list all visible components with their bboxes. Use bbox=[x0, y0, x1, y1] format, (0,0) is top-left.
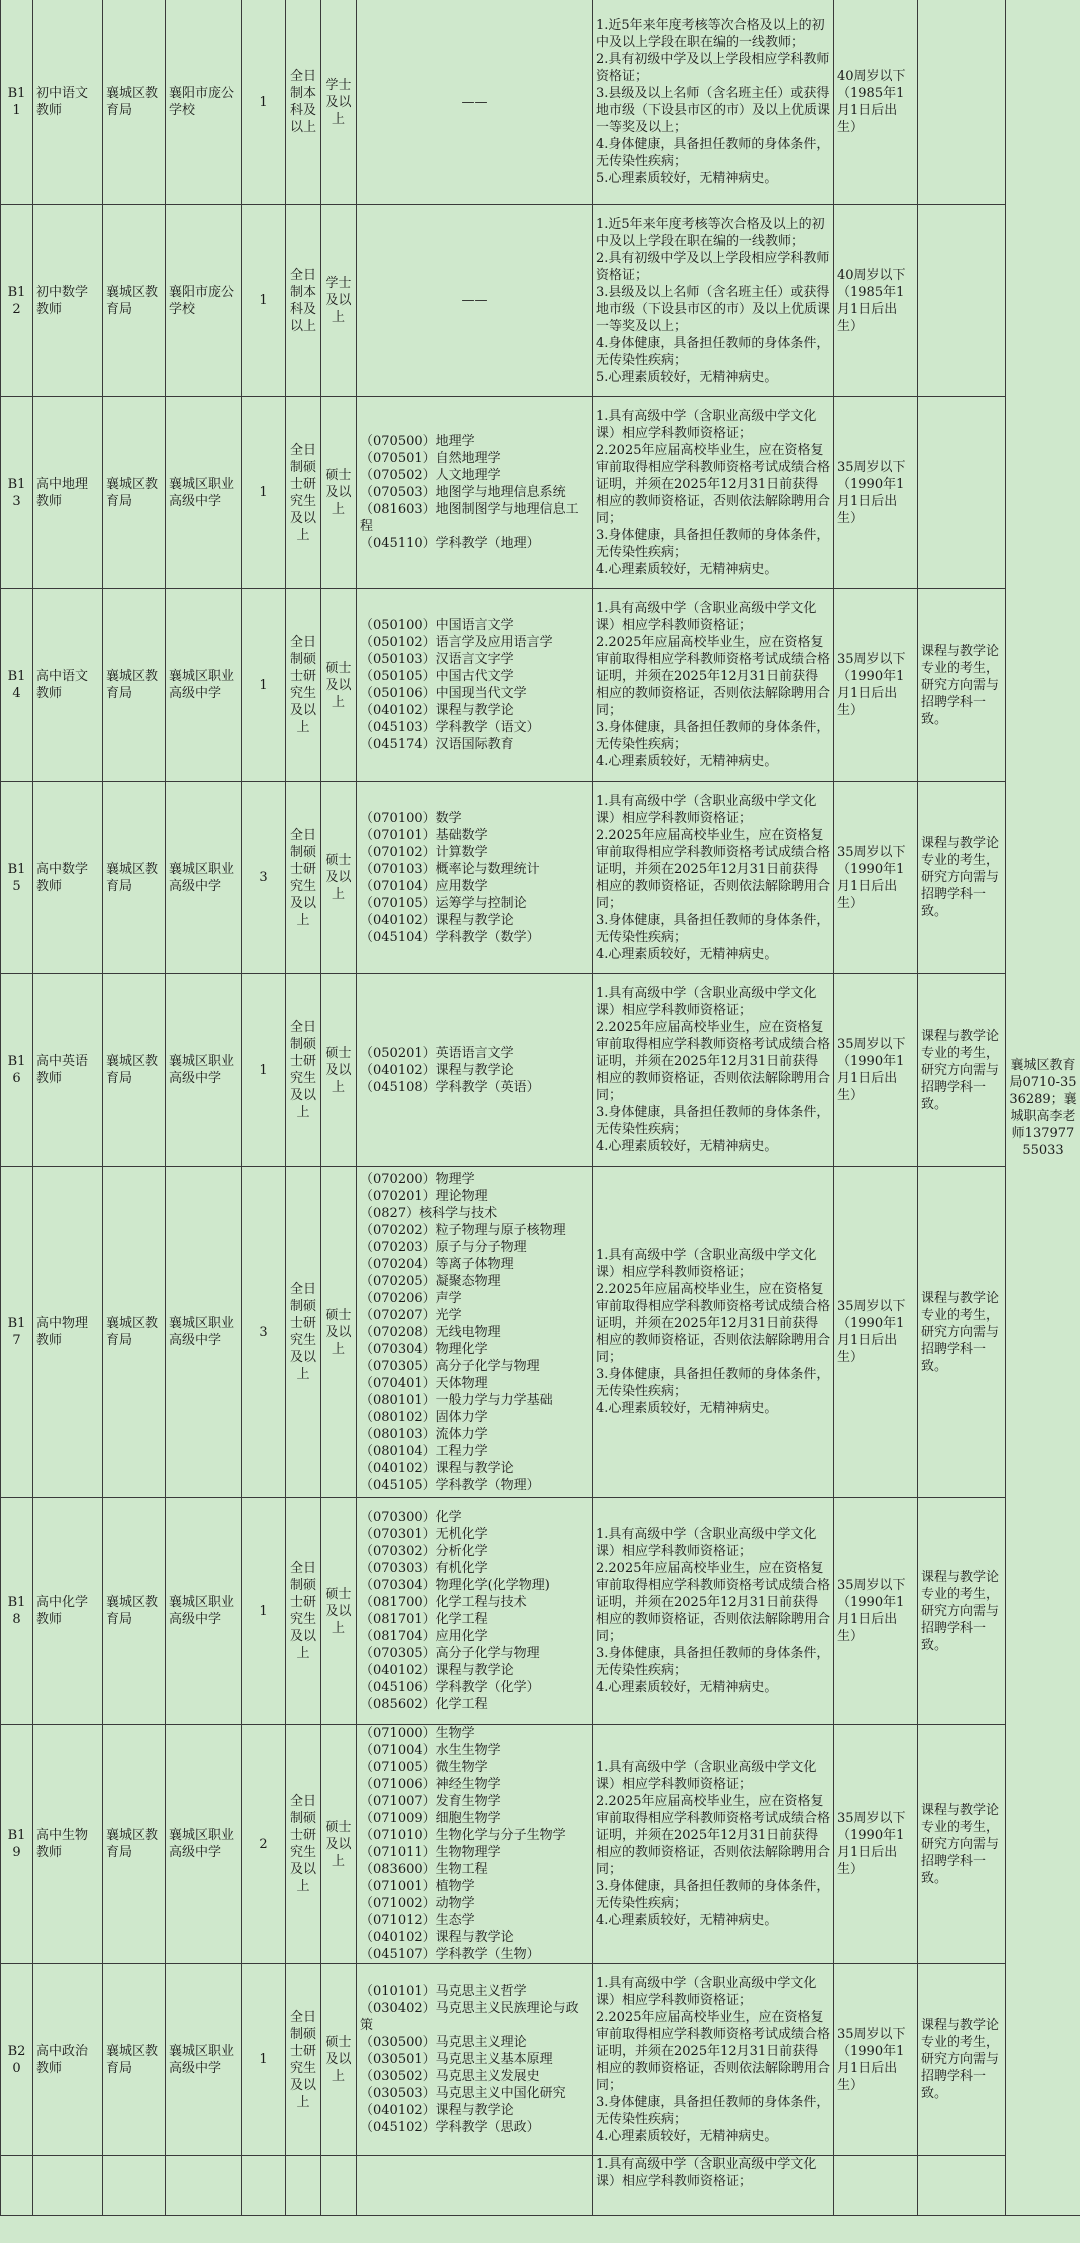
position-name: 高中化学教师 bbox=[33, 1498, 103, 1725]
major-item: （070202）粒子物理与原子核物理 bbox=[360, 1222, 566, 1238]
major-item: （070305）高分子化学与物理 bbox=[360, 1646, 540, 1661]
requirement-item: 4.心理素质较好，无精神病史。 bbox=[596, 2128, 778, 2144]
partial-cell bbox=[286, 2156, 321, 2216]
position-name: 高中政治教师 bbox=[33, 1964, 103, 2156]
age-requirement: 40周岁以下（1985年1月1日后出生） bbox=[834, 205, 918, 397]
major-item: （070305）高分子化学与物理 bbox=[360, 1358, 540, 1374]
degree-requirement: 硕士及以上 bbox=[321, 1167, 357, 1498]
requirement-item: 3.身体健康，具备担任教师的身体条件，无传染性疾病； bbox=[596, 1879, 830, 1911]
requirement-item: 2.具有初级中学及以上学段相应学科教师资格证； bbox=[596, 250, 830, 283]
department-name: 襄城区教育局 bbox=[103, 974, 166, 1167]
requirement-item: 1.具有高级中学（含职业高级中学文化课）相应学科教师资格证； bbox=[596, 793, 817, 826]
hiring-count: 1 bbox=[242, 589, 286, 782]
major-item: （050103）汉语言文字学 bbox=[360, 652, 514, 667]
partial-row-bottom bbox=[1, 2156, 1080, 2216]
partial-cell bbox=[242, 2156, 286, 2216]
position-code: B16 bbox=[1, 974, 33, 1167]
requirement-item: 4.心理素质较好，无精神病史。 bbox=[596, 754, 778, 769]
requirement-item: 2.2025年应届高校毕业生，应在资格复审前取得相应学科教师资格考试成绩合格证明，并须在2025年12月31日前获得相应的教师资格证，否则依法解除聘用合同； bbox=[596, 2009, 831, 2093]
age-requirement: 35周岁以下（1990年1月1日后出生） bbox=[834, 974, 918, 1167]
degree-requirement: 硕士及以上 bbox=[321, 589, 357, 782]
hiring-count: 1 bbox=[242, 974, 286, 1167]
hiring-unit: 襄城区职业高级中学 bbox=[166, 782, 242, 974]
other-notes: 课程与教学论专业的考生，研究方向需与招聘学科一致。 bbox=[918, 1725, 1006, 1964]
department-name: 襄城区教育局 bbox=[103, 589, 166, 782]
major-item: （045106）学科教学（化学） bbox=[360, 1680, 540, 1695]
major-item: （081704）应用化学 bbox=[360, 1629, 488, 1644]
requirement-item: 4.心理素质较好，无精神病史。 bbox=[596, 561, 778, 577]
other-notes bbox=[918, 397, 1006, 589]
education-requirement: 全日制硕士研究生及以上 bbox=[286, 1167, 321, 1498]
requirement-list bbox=[593, 397, 834, 589]
other-notes: 课程与教学论专业的考生，研究方向需与招聘学科一致。 bbox=[918, 1964, 1006, 2156]
requirement-item: 4.心理素质较好，无精神病史。 bbox=[596, 946, 778, 962]
major-item: （070207）光学 bbox=[360, 1307, 462, 1323]
requirement-item: 2.2025年应届高校毕业生，应在资格复审前取得相应学科教师资格考试成绩合格证明，并须在2025年12月31日前获得相应的教师资格证，否则依法解除聘用合同； bbox=[596, 827, 831, 911]
position-code: B11 bbox=[1, 0, 33, 205]
table-row bbox=[1, 589, 1080, 782]
position-name: 高中数学教师 bbox=[33, 782, 103, 974]
partial-cell bbox=[103, 2156, 166, 2216]
requirement-item: 3.身体健康，具备担任教师的身体条件，无传染性疾病； bbox=[596, 1646, 830, 1678]
education-requirement: 全日制硕士研究生及以上 bbox=[286, 974, 321, 1167]
major-item: （080101）一般力学与力学基础 bbox=[360, 1392, 553, 1408]
education-requirement: 全日制硕士研究生及以上 bbox=[286, 1964, 321, 2156]
partial-cell bbox=[1, 2156, 33, 2216]
requirement-list bbox=[593, 1498, 834, 1725]
position-name: 高中地理教师 bbox=[33, 397, 103, 589]
requirement-item: 4.身体健康，具备担任教师的身体条件，无传染性疾病； bbox=[596, 137, 830, 169]
major-item: （045110）学科教学（地理） bbox=[360, 536, 540, 551]
table-row bbox=[1, 1725, 1080, 1964]
contact-info: 襄城区教育局0710-3536289；襄城职高李老师13797755033 bbox=[1006, 0, 1080, 2216]
requirement-list bbox=[593, 974, 834, 1167]
major-item: （040102）课程与教学论 bbox=[360, 1460, 514, 1476]
hiring-unit: 襄城区职业高级中学 bbox=[166, 1498, 242, 1725]
hiring-unit: 襄阳市庞公学校 bbox=[166, 0, 242, 205]
requirement-list bbox=[593, 1964, 834, 2156]
major-item: （040102）课程与教学论 bbox=[360, 703, 514, 718]
requirement-item: 2.2025年应届高校毕业生，应在资格复审前取得相应学科教师资格考试成绩合格证明，并须在2025年12月31日前获得相应的教师资格证，否则依法解除聘用合同； bbox=[596, 1794, 831, 1877]
requirement-item: 4.心理素质较好，无精神病史。 bbox=[596, 1913, 778, 1928]
requirement-item: 2.具有初级中学及以上学段相应学科教师资格证； bbox=[596, 52, 830, 84]
major-item: （071000）生物学 bbox=[360, 1726, 475, 1741]
major-item: （050106）中国现当代文学 bbox=[360, 686, 527, 701]
department-name: 襄城区教育局 bbox=[103, 1964, 166, 2156]
major-item: （081701）化学工程 bbox=[360, 1612, 488, 1627]
department-name: 襄城区教育局 bbox=[103, 397, 166, 589]
major-item: （045174）汉语国际教育 bbox=[360, 737, 514, 752]
department-name: 襄城区教育局 bbox=[103, 205, 166, 397]
major-item: （045103）学科教学（语文） bbox=[360, 720, 540, 735]
major-list bbox=[357, 1167, 593, 1498]
requirement-item: 1.具有高级中学（含职业高级中学文化课）相应学科教师资格证； bbox=[596, 1975, 817, 2008]
requirement-item: 2.2025年应届高校毕业生，应在资格复审前取得相应学科教师资格考试成绩合格证明，并须在2025年12月31日前获得相应的教师资格证，否则依法解除聘用合同； bbox=[596, 1282, 831, 1365]
major-item: （030501）马克思主义基本原理 bbox=[360, 2052, 553, 2067]
table-row bbox=[1, 782, 1080, 974]
position-name: 初中数学教师 bbox=[33, 205, 103, 397]
major-item: （071009）细胞生物学 bbox=[360, 1811, 501, 1826]
major-item: （030402）马克思主义民族理论与政策 bbox=[360, 2001, 579, 2033]
other-notes: 课程与教学论专业的考生，研究方向需与招聘学科一致。 bbox=[918, 974, 1006, 1167]
degree-requirement: 学士及以上 bbox=[321, 205, 357, 397]
major-item: （070101）基础数学 bbox=[360, 827, 488, 843]
table-row bbox=[1, 205, 1080, 397]
major-item: （045105）学科教学（物理） bbox=[360, 1477, 540, 1493]
position-name: 高中英语教师 bbox=[33, 974, 103, 1167]
other-notes: 课程与教学论专业的考生，研究方向需与招聘学科一致。 bbox=[918, 589, 1006, 782]
major-item: （070103）概率论与数理统计 bbox=[360, 861, 540, 877]
hiring-unit: 襄城区职业高级中学 bbox=[166, 1964, 242, 2156]
requirement-item: 1.具有高级中学（含职业高级中学文化课）相应学科教师资格证； bbox=[596, 986, 817, 1018]
education-requirement: 全日制硕士研究生及以上 bbox=[286, 589, 321, 782]
major-item: （045108）学科教学（英语） bbox=[360, 1079, 540, 1095]
major-item: （081700）化学工程与技术 bbox=[360, 1595, 527, 1610]
major-item: （070200）物理学 bbox=[360, 1171, 475, 1187]
age-requirement: 35周岁以下（1990年1月1日后出生） bbox=[834, 782, 918, 974]
age-requirement: 40周岁以下（1985年1月1日后出生） bbox=[834, 0, 918, 205]
requirement-item: 2.2025年应届高校毕业生，应在资格复审前取得相应学科教师资格考试成绩合格证明，并须在2025年12月31日前获得相应的教师资格证，否则依法解除聘用合同； bbox=[596, 442, 831, 526]
major-item: （0827）核科学与技术 bbox=[360, 1205, 498, 1221]
major-item: —— bbox=[461, 293, 488, 308]
hiring-count: 2 bbox=[242, 1725, 286, 1964]
major-item: （050102）语言学及应用语言学 bbox=[360, 635, 553, 650]
major-item: （070300）化学 bbox=[360, 1510, 462, 1525]
degree-requirement: 硕士及以上 bbox=[321, 974, 357, 1167]
major-item: （045104）学科教学（数学） bbox=[360, 929, 540, 945]
major-list bbox=[357, 1725, 593, 1964]
major-item: （030503）马克思主义中国化研究 bbox=[360, 2086, 566, 2101]
major-item: （081603）地图制图学与地理信息工程 bbox=[360, 502, 579, 534]
requirement-list bbox=[593, 1167, 834, 1498]
age-requirement: 35周岁以下（1990年1月1日后出生） bbox=[834, 1725, 918, 1964]
position-code: B17 bbox=[1, 1167, 33, 1498]
major-item: （070304）物理化学 bbox=[360, 1341, 488, 1357]
partial-requirement-text: 1.具有高级中学（含职业高级中学文化课）相应学科教师资格证； bbox=[596, 2157, 817, 2189]
position-code: B13 bbox=[1, 397, 33, 589]
major-item: （083600）生物工程 bbox=[360, 1862, 488, 1877]
position-name: 高中语文教师 bbox=[33, 589, 103, 782]
degree-requirement: 硕士及以上 bbox=[321, 782, 357, 974]
department-name: 襄城区教育局 bbox=[103, 1725, 166, 1964]
department-name: 襄城区教育局 bbox=[103, 0, 166, 205]
requirement-item: 1.近5年来年度考核等次合格及以上的初中及以上学段在职在编的一线教师； bbox=[596, 216, 825, 249]
requirement-item: 3.身体健康，具备担任教师的身体条件，无传染性疾病； bbox=[596, 2094, 830, 2127]
major-item: （071004）水生生物学 bbox=[360, 1743, 501, 1758]
major-item: （070205）凝聚态物理 bbox=[360, 1273, 501, 1289]
degree-requirement: 硕士及以上 bbox=[321, 397, 357, 589]
major-list bbox=[357, 1964, 593, 2156]
major-item: （070104）应用数学 bbox=[360, 878, 488, 894]
education-requirement: 全日制硕士研究生及以上 bbox=[286, 397, 321, 589]
major-item: （070105）运筹学与控制论 bbox=[360, 895, 527, 911]
major-item: （045102）学科教学（思政） bbox=[360, 2120, 540, 2135]
requirement-list bbox=[593, 782, 834, 974]
degree-requirement: 硕士及以上 bbox=[321, 1498, 357, 1725]
age-requirement: 35周岁以下（1990年1月1日后出生） bbox=[834, 1964, 918, 2156]
major-item: （071005）微生物学 bbox=[360, 1760, 488, 1775]
hiring-count: 3 bbox=[242, 782, 286, 974]
education-requirement: 全日制本科及以上 bbox=[286, 205, 321, 397]
requirement-item: 3.身体健康，具备担任教师的身体条件，无传染性疾病； bbox=[596, 527, 830, 560]
major-item: （070206）声学 bbox=[360, 1290, 462, 1306]
major-item: （045107）学科教学（生物） bbox=[360, 1947, 540, 1962]
position-name: 初中语文教师 bbox=[33, 0, 103, 205]
requirement-item: 1.具有高级中学（含职业高级中学文化课）相应学科教师资格证； bbox=[596, 601, 817, 633]
degree-requirement: 硕士及以上 bbox=[321, 1725, 357, 1964]
hiring-unit: 襄阳市庞公学校 bbox=[166, 205, 242, 397]
position-code: B20 bbox=[1, 1964, 33, 2156]
major-item: （010101）马克思主义哲学 bbox=[360, 1984, 527, 1999]
department-name: 襄城区教育局 bbox=[103, 782, 166, 974]
requirement-item: 3.身体健康，具备担任教师的身体条件，无传染性疾病； bbox=[596, 1105, 830, 1137]
position-code: B18 bbox=[1, 1498, 33, 1725]
hiring-unit: 襄城区职业高级中学 bbox=[166, 397, 242, 589]
education-requirement: 全日制硕士研究生及以上 bbox=[286, 1498, 321, 1725]
requirement-item: 4.心理素质较好，无精神病史。 bbox=[596, 1401, 778, 1416]
major-item: （080102）固体力学 bbox=[360, 1409, 488, 1425]
other-notes: 课程与教学论专业的考生，研究方向需与招聘学科一致。 bbox=[918, 1498, 1006, 1725]
major-item: （080104）工程力学 bbox=[360, 1443, 488, 1459]
hiring-unit: 襄城区职业高级中学 bbox=[166, 1725, 242, 1964]
major-list bbox=[357, 397, 593, 589]
position-name: 高中物理教师 bbox=[33, 1167, 103, 1498]
major-item: （071002）动物学 bbox=[360, 1896, 475, 1911]
department-name: 襄城区教育局 bbox=[103, 1167, 166, 1498]
requirement-item: 4.心理素质较好，无精神病史。 bbox=[596, 1680, 778, 1695]
requirement-list bbox=[593, 589, 834, 782]
requirement-item: 2.2025年应届高校毕业生，应在资格复审前取得相应学科教师资格考试成绩合格证明，并须在2025年12月31日前获得相应的教师资格证，否则依法解除聘用合同； bbox=[596, 1561, 831, 1644]
major-item: （080103）流体力学 bbox=[360, 1426, 488, 1442]
major-item: （070301）无机化学 bbox=[360, 1527, 488, 1542]
age-requirement: 35周岁以下（1990年1月1日后出生） bbox=[834, 1167, 918, 1498]
major-item: （070500）地理学 bbox=[360, 434, 475, 449]
major-item: （070204）等离子体物理 bbox=[360, 1256, 514, 1272]
hiring-count: 1 bbox=[242, 1964, 286, 2156]
requirement-item: 5.心理素质较好，无精神病史。 bbox=[596, 171, 778, 186]
hiring-count: 1 bbox=[242, 397, 286, 589]
requirement-list bbox=[593, 1725, 834, 1964]
requirement-item: 3.身体健康，具备担任教师的身体条件，无传染性疾病； bbox=[596, 720, 830, 752]
hiring-unit: 襄城区职业高级中学 bbox=[166, 589, 242, 782]
table-row bbox=[1, 974, 1080, 1167]
major-list bbox=[357, 1498, 593, 1725]
hiring-count: 1 bbox=[242, 0, 286, 205]
requirement-item: 1.近5年来年度考核等次合格及以上的初中及以上学段在职在编的一线教师； bbox=[596, 18, 825, 50]
partial-cell bbox=[166, 2156, 242, 2216]
position-code: B19 bbox=[1, 1725, 33, 1964]
requirement-item: 1.具有高级中学（含职业高级中学文化课）相应学科教师资格证； bbox=[596, 1760, 817, 1792]
major-item: （040102）课程与教学论 bbox=[360, 1930, 514, 1945]
major-item: （030502）马克思主义发展史 bbox=[360, 2069, 540, 2084]
major-item: （085602）化学工程 bbox=[360, 1697, 488, 1712]
table-row bbox=[1, 397, 1080, 589]
hiring-unit: 襄城区职业高级中学 bbox=[166, 1167, 242, 1498]
requirement-item: 4.身体健康，具备担任教师的身体条件，无传染性疾病； bbox=[596, 335, 830, 368]
partial-cell bbox=[593, 2156, 834, 2216]
requirement-item: 3.县级及以上名师（含名班主任）或获得地市级（下设县市区的市）及以上优质课一等奖及以上； bbox=[596, 284, 831, 334]
age-requirement: 35周岁以下（1990年1月1日后出生） bbox=[834, 1498, 918, 1725]
major-item: （050100）中国语言文学 bbox=[360, 618, 514, 633]
requirement-item: 5.心理素质较好，无精神病史。 bbox=[596, 369, 778, 385]
major-item: （070100）数学 bbox=[360, 810, 462, 826]
education-requirement: 全日制硕士研究生及以上 bbox=[286, 1725, 321, 1964]
hiring-count: 3 bbox=[242, 1167, 286, 1498]
major-item: （040102）课程与教学论 bbox=[360, 912, 514, 928]
partial-cell bbox=[918, 2156, 1006, 2216]
major-item: （050105）中国古代文学 bbox=[360, 669, 514, 684]
position-code: B14 bbox=[1, 589, 33, 782]
major-item: （070203）原子与分子物理 bbox=[360, 1239, 527, 1255]
major-list bbox=[357, 0, 593, 205]
requirement-item: 3.身体健康，具备担任教师的身体条件，无传染性疾病； bbox=[596, 1367, 830, 1399]
major-list bbox=[357, 782, 593, 974]
hiring-unit: 襄城区职业高级中学 bbox=[166, 974, 242, 1167]
partial-cell bbox=[33, 2156, 103, 2216]
position-code: B15 bbox=[1, 782, 33, 974]
major-item: （070304）物理化学(化学物理) bbox=[360, 1578, 550, 1593]
major-item: （071001）植物学 bbox=[360, 1879, 475, 1894]
major-list bbox=[357, 974, 593, 1167]
major-item: （070102）计算数学 bbox=[360, 844, 488, 860]
major-item: （070501）自然地理学 bbox=[360, 451, 501, 466]
major-item: （071011）生物物理学 bbox=[360, 1845, 501, 1860]
hiring-count: 1 bbox=[242, 205, 286, 397]
requirement-list bbox=[593, 205, 834, 397]
partial-cell bbox=[321, 2156, 357, 2216]
major-item: （070303）有机化学 bbox=[360, 1561, 488, 1576]
other-notes: 课程与教学论专业的考生，研究方向需与招聘学科一致。 bbox=[918, 1167, 1006, 1498]
age-requirement: 35周岁以下（1990年1月1日后出生） bbox=[834, 397, 918, 589]
education-requirement: 全日制硕士研究生及以上 bbox=[286, 782, 321, 974]
degree-requirement: 硕士及以上 bbox=[321, 1964, 357, 2156]
requirement-item: 3.县级及以上名师（含名班主任）或获得地市级（下设县市区的市）及以上优质课一等奖及以上； bbox=[596, 86, 831, 135]
education-requirement: 全日制本科及以上 bbox=[286, 0, 321, 205]
hiring-count: 1 bbox=[242, 1498, 286, 1725]
major-item: （071007）发育生物学 bbox=[360, 1794, 501, 1809]
other-notes: 课程与教学论专业的考生，研究方向需与招聘学科一致。 bbox=[918, 782, 1006, 974]
position-code: B12 bbox=[1, 205, 33, 397]
major-item: （040102）课程与教学论 bbox=[360, 1663, 514, 1678]
major-item: （030500）马克思主义理论 bbox=[360, 2035, 527, 2050]
major-item: （050201）英语语言文学 bbox=[360, 1045, 514, 1061]
major-item: （070502）人文地理学 bbox=[360, 468, 501, 483]
table-row bbox=[1, 1498, 1080, 1725]
table-row bbox=[1, 1964, 1080, 2156]
major-item: （070208）无线电物理 bbox=[360, 1324, 501, 1340]
table-row bbox=[1, 1167, 1080, 1498]
age-requirement: 35周岁以下（1990年1月1日后出生） bbox=[834, 589, 918, 782]
requirement-item: 2.2025年应届高校毕业生，应在资格复审前取得相应学科教师资格考试成绩合格证明，并须在2025年12月31日前获得相应的教师资格证，否则依法解除聘用合同； bbox=[596, 1020, 831, 1103]
requirement-item: 2.2025年应届高校毕业生，应在资格复审前取得相应学科教师资格考试成绩合格证明，并须在2025年12月31日前获得相应的教师资格证，否则依法解除聘用合同； bbox=[596, 635, 831, 718]
major-item: （070302）分析化学 bbox=[360, 1544, 488, 1559]
major-list bbox=[357, 205, 593, 397]
major-item: （040102）课程与教学论 bbox=[360, 2103, 514, 2118]
major-item: （070401）天体物理 bbox=[360, 1375, 488, 1391]
other-notes bbox=[918, 0, 1006, 205]
major-list bbox=[357, 589, 593, 782]
major-item: （071006）神经生物学 bbox=[360, 1777, 501, 1792]
degree-requirement: 学士及以上 bbox=[321, 0, 357, 205]
major-item: —— bbox=[461, 94, 488, 110]
other-notes bbox=[918, 205, 1006, 397]
major-item: （070503）地图学与地理信息系统 bbox=[360, 485, 566, 500]
department-name: 襄城区教育局 bbox=[103, 1498, 166, 1725]
requirement-item: 1.具有高级中学（含职业高级中学文化课）相应学科教师资格证； bbox=[596, 1248, 817, 1280]
major-item: （040102）课程与教学论 bbox=[360, 1062, 514, 1078]
requirement-item: 1.具有高级中学（含职业高级中学文化课）相应学科教师资格证； bbox=[596, 408, 817, 441]
position-name: 高中生物教师 bbox=[33, 1725, 103, 1964]
partial-cell bbox=[357, 2156, 593, 2216]
major-item: （070201）理论物理 bbox=[360, 1188, 488, 1204]
requirement-item: 4.心理素质较好，无精神病史。 bbox=[596, 1139, 778, 1154]
requirement-list bbox=[593, 0, 834, 205]
major-item: （071012）生态学 bbox=[360, 1913, 475, 1928]
partial-cell bbox=[834, 2156, 918, 2216]
requirement-item: 1.具有高级中学（含职业高级中学文化课）相应学科教师资格证； bbox=[596, 1527, 817, 1559]
major-item: （071010）生物化学与分子生物学 bbox=[360, 1828, 566, 1843]
table-row bbox=[1, 0, 1080, 205]
requirement-item: 3.身体健康，具备担任教师的身体条件，无传染性疾病； bbox=[596, 912, 830, 945]
